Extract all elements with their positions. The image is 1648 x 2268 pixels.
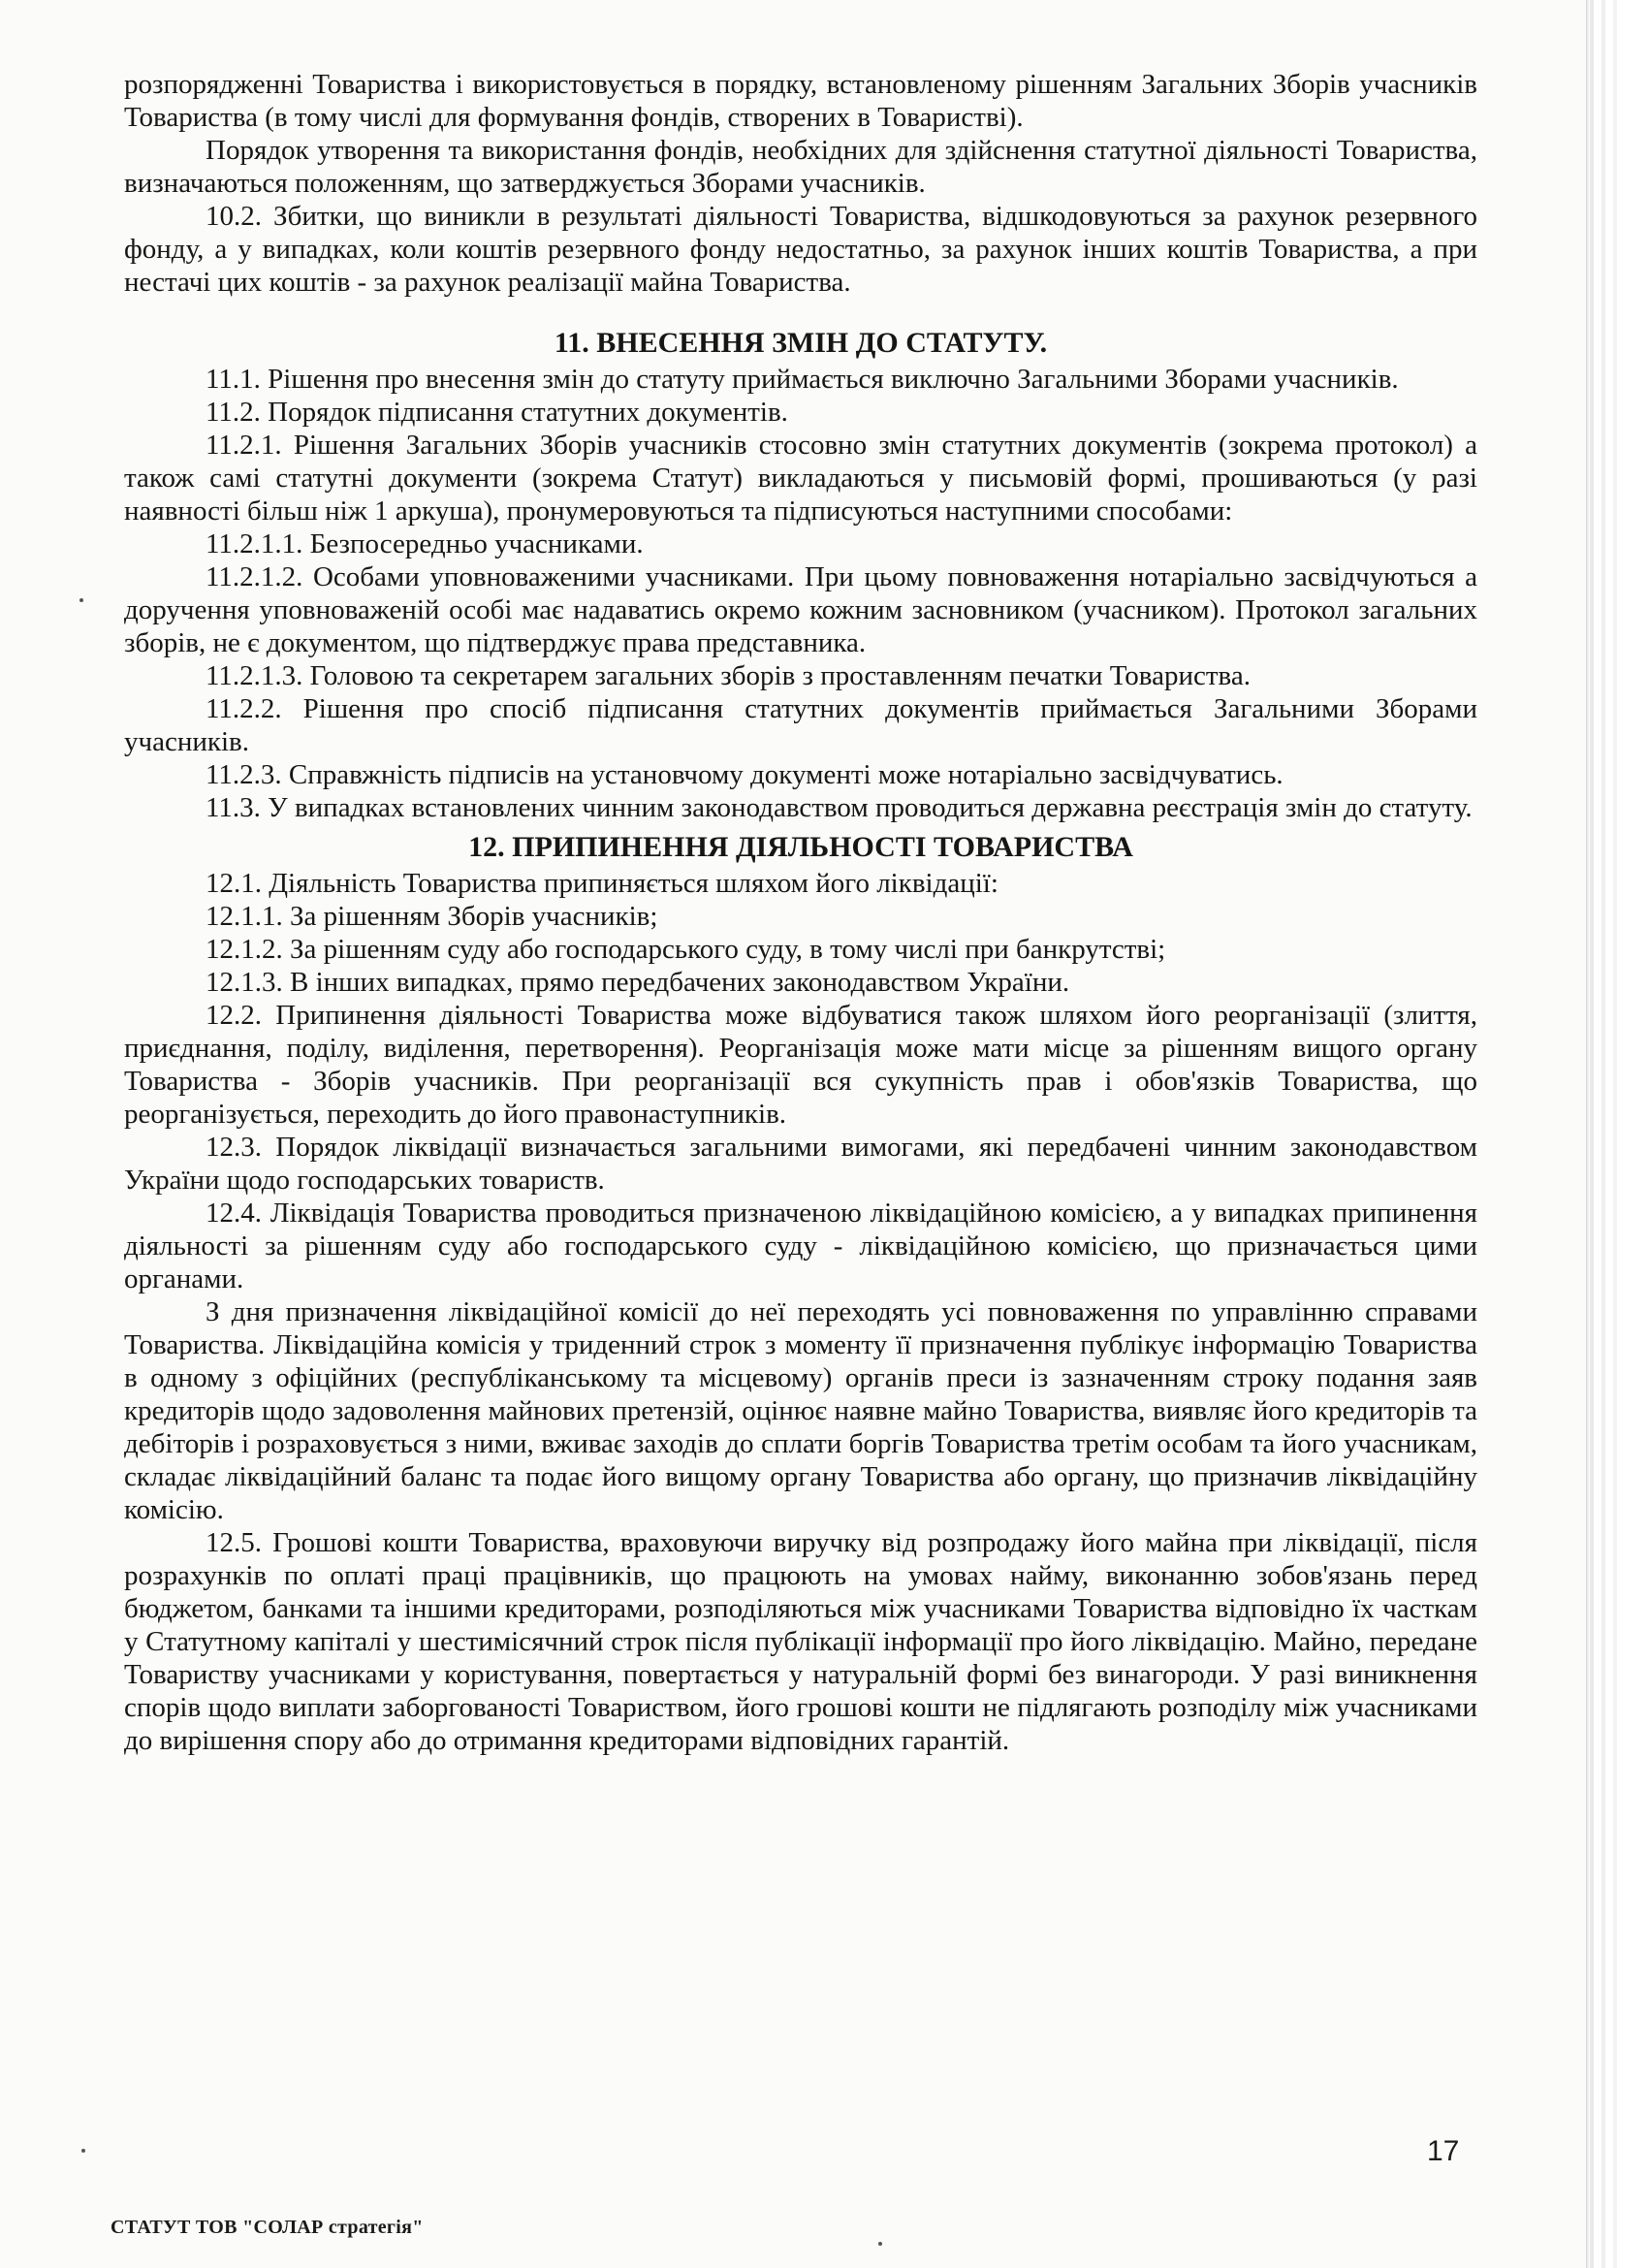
- paragraph: 11.1. Рішення про внесення змін до статуту приймається виключно Загальними Зборами учасників.: [206, 364, 1399, 395]
- paragraph: 12.3. Порядок ліквідації визначається загальними вимогами, які передбачені чинним законодавством України щодо господарських товариств.: [124, 1132, 1477, 1196]
- paragraph: З дня призначення ліквідаційної комісії до неї переходять усі повноваження по управлінню справами Товариства. Ліквідаційна комісія у триденний строк з моменту її призначення публікує інформацію Товариства в одному з офіційних (республіканському та місцевому) органів преси із зазначенням строку подання заяв кредиторів щодо задоволення майнових претензій, оцінює наявне майно Товариства, виявляє його кредиторів та дебіторів і розраховується з ними, вживає заходів до сплати боргів Товариства третім особам та його учасникам, складає ліквідаційний баланс та подає його вищому органу Товариства або органу, що призначив ліквідаційну комісію.: [124, 1296, 1477, 1525]
- paragraph: розпорядженні Товариства і використовується в порядку, встановленому рішенням Загальних Зборів учасників Товариства (в тому числі для формування фондів, створених в Товаристві).: [124, 69, 1477, 133]
- paragraph: 10.2. Збитки, що виникли в результаті діяльності Товариства, відшкодовуються за рахунок резервного фонду, а у випадках, коли коштів резервного фонду недостатньо, за рахунок інших коштів Товариства, а при нестачі цих коштів - за рахунок реалізації майна Товариства.: [124, 201, 1477, 298]
- paragraph: 11.2.1.3. Головою та секретарем загальних зборів з проставленням печатки Товариства.: [206, 660, 1251, 691]
- scan-speck: [81, 2149, 85, 2153]
- page-edge: [1613, 0, 1617, 2268]
- page-number: 17: [1427, 2135, 1460, 2167]
- paragraph: 11.2.1.1. Безпосередньо учасниками.: [206, 528, 644, 559]
- scan-speck: [878, 2242, 882, 2246]
- section-heading: 11. ВНЕСЕННЯ ЗМІН ДО СТАТУТУ.: [554, 327, 1048, 359]
- document-footer: СТАТУТ ТОВ "СОЛАР стратегія": [111, 2217, 424, 2238]
- paragraph: 11.2. Порядок підписання статутних документів.: [206, 397, 788, 428]
- page-edge: [1590, 0, 1594, 2268]
- paragraph: 11.3. У випадках встановлених чинним законодавством проводиться державна реєстрація змін до статуту.: [206, 792, 1473, 823]
- paragraph: 11.2.3. Справжність підписів на установчому документі може нотаріально засвідчуватись.: [206, 759, 1284, 790]
- scan-speck: [79, 598, 83, 602]
- paragraph: 12.5. Грошові кошти Товариства, враховуючи виручку від розпродажу його майна при ліквідації, після розрахунків по оплаті праці працівників, що працюють на умовах найму, виконанню зобов'язань перед бюджетом, банками та іншими кредиторами, розподіляються між учасниками Товариства відповідно їх часткам у Статутному капіталі у шестимісячний строк після публікації інформації про його ліквідацію. Майно, передане Товариству учасниками у користування, повертається у натуральній формі без винагороди. У разі виникнення спорів щодо виплати заборгованості Товариством, його грошові кошти не підлягають розподілу між учасниками до вирішення спору або до отримання кредиторами відповідних гарантій.: [124, 1527, 1477, 1756]
- paragraph: Порядок утворення та використання фондів, необхідних для здійснення статутної діяльності Товариства, визначаються положенням, що затверджується Зборами учасників.: [124, 135, 1477, 199]
- document-body: [124, 68, 1477, 1757]
- paragraph: 12.4. Ліквідація Товариства проводиться призначеною ліквідаційною комісією, а у випадках припинення діяльності за рішенням суду або господарського суду - ліквідаційною комісією, що призначається цими органами.: [124, 1198, 1477, 1294]
- page-edge: [1601, 0, 1605, 2268]
- paragraph: 11.2.1. Рішення Загальних Зборів учасників стосовно змін статутних документів (зокрема протокол) а також самі статутні документи (зокрема Статут) викладаються у письмовій формі, прошиваються (у разі наявності більш ніж 1 аркуша), пронумеровуються та підписуються наступними способами:: [124, 430, 1477, 527]
- paragraph: 12.2. Припинення діяльності Товариства може відбуватися також шляхом його реорганізації (злиття, приєднання, поділу, виділення, перетворення). Реорганізація може мати місце за рішенням вищого органу Товариства - Зборів учасників. При реорганізації вся сукупність прав і обов'язків Товариства, що реорганізується, переходить до його правонаступників.: [124, 1000, 1477, 1130]
- paragraph: 12.1.2. За рішенням суду або господарського суду, в тому числі при банкрутстві;: [206, 934, 1166, 965]
- paragraph: 11.2.2. Рішення про спосіб підписання статутних документів приймається Загальними Зборами учасників.: [124, 693, 1477, 757]
- paragraph: 12.1. Діяльність Товариства припиняється шляхом його ліквідації:: [206, 868, 998, 899]
- paragraph: 12.1.1. За рішенням Зборів учасників;: [206, 901, 658, 932]
- paragraph: 11.2.1.2. Особами уповноваженими учасниками. При цьому повноваження нотаріально засвідчуються а доручення уповноваженій особі має надаватись окремо кожним засновником (учасником). Протокол загальних зборів, не є документом, що підтверджує права представника.: [124, 561, 1477, 658]
- section-heading: 12. ПРИПИНЕННЯ ДІЯЛЬНОСТІ ТОВАРИСТВА: [468, 831, 1133, 863]
- paragraph: 12.1.3. В інших випадках, прямо передбачених законодавством України.: [206, 967, 1070, 998]
